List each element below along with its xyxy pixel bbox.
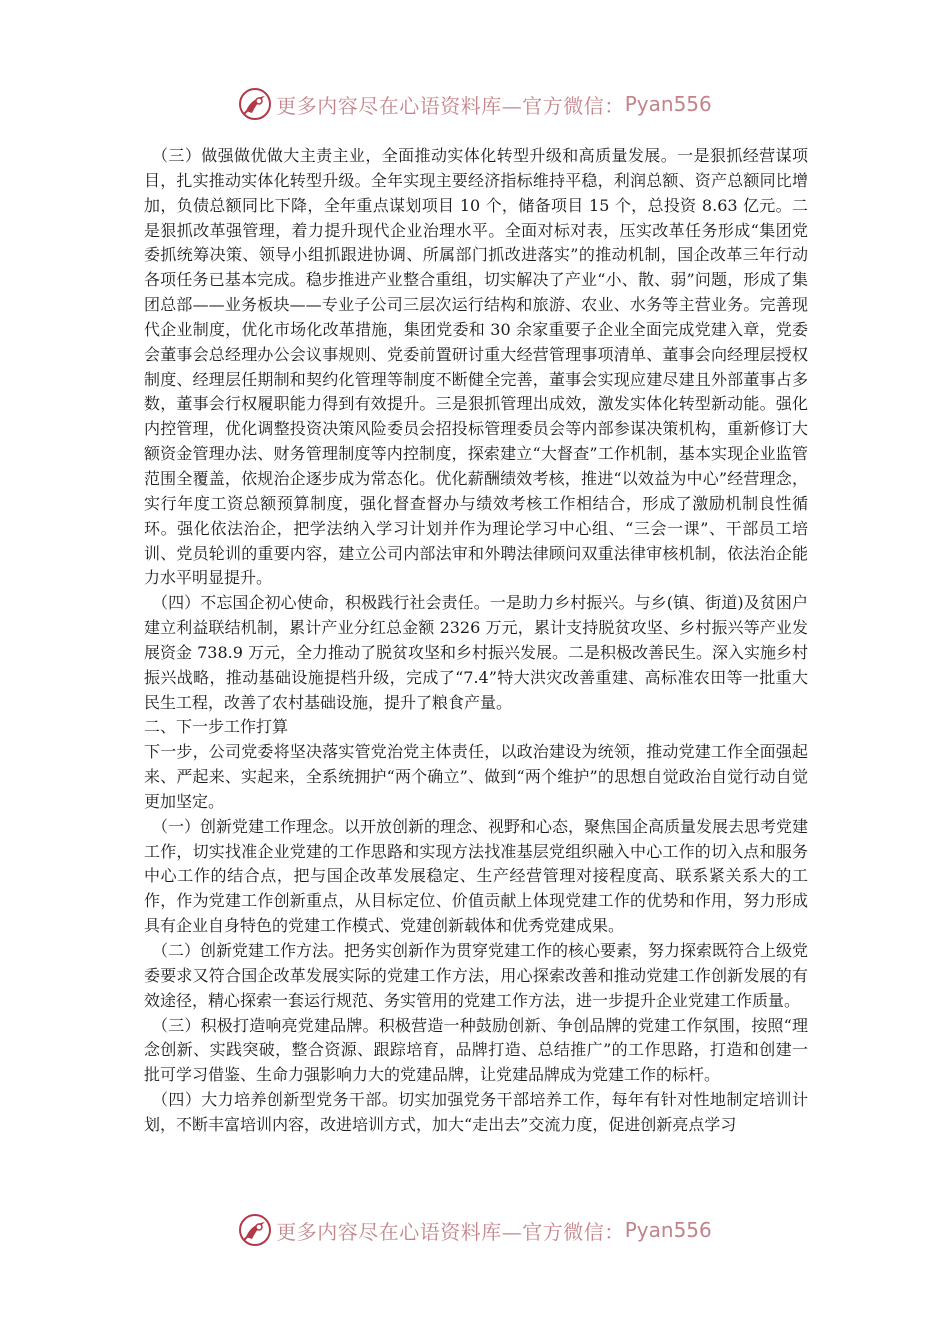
paragraph-social-responsibility: （四）不忘国企初心使命，积极践行社会责任。一是助力乡村振兴。与乡(镇、街道)及贫困户建立利益联结机制，累计产业分红总金额 2326 万元，累计支持脱贫攻坚、乡村振兴等产业发展资金 738.9 万元，全力推动了脱贫攻坚和乡村振兴发展。二是积极改善民生。深入实施乡村振兴战略，推动基础设施提档升级，完成了“7.4”特大洪灾改善重建、高标准农田等一批重大民生工程，改善了农村基础设施，提升了粮食产量。 bbox=[144, 593, 808, 712]
paragraph-plan-brand: （三）积极打造响亮党建品牌。积极营造一种鼓励创新、争创品牌的党建工作氛围，按照“理念创新、实践突破，整合资源、跟踪培育，品牌打造、总结推广”的工作思路，打造和创建一批可学习借鉴、生命力强影响力大的党建品牌，让党建品牌成为党建工作的标杆。 bbox=[144, 1015, 808, 1085]
watermark-header bbox=[0, 84, 950, 124]
paragraph-plan-concept: （一）创新党建工作理念。以开放创新的理念、视野和心态，聚焦国企高质量发展去思考党建工作，切实找准企业党建的工作思路和实现方法找准基层党组织融入中心工作的切入点和服务中心工作的结合点，把与国企改革发展稳定、生产经营管理对接程度高、联系紧关系大的工作，作为党建工作创新重点，从目标定位、价值贡献上体现党建工作的优势和作用，努力形成具有企业自身特色的党建工作模式、党建创新载体和优秀党建成果。 bbox=[144, 816, 809, 936]
watermark-footer bbox=[0, 1210, 950, 1250]
paragraph-plan-method: （二）创新党建工作方法。把务实创新作为贯穿党建工作的核心要素，努力探索既符合上级党委要求又符合国企改革发展实际的党建工作方法，用心探索改善和推动党建工作创新发展的有效途径，精心探索一套运行规范、务实管用的党建工作方法，进一步提升企业党建工作质量。 bbox=[144, 941, 809, 1010]
paragraph-reform-progress: （三）做强做优做大主责主业，全面推动实体化转型升级和高质量发展。一是狠抓经营谋项目，扎实推动实体化转型升级。全年实现主要经济指标维持平稳，利润总额、资产总额同比增加，负债总额同比下降，全年重点谋划项目 10 个，储备项目 15 个，总投资 8.63 亿元。二是狠抓改革强管理，着力提升现代企业治理水平。全面对标对表，压实改革任务形成“集团党委抓统筹决策、领导小组抓跟进协调、所属部门抓改进落实”的推动机制，国企改革三年行动各项任务已基本完成。稳步推进产业整合重组，切实解决了产业“小、散、弱”问题，形成了集团总部——业务板块——专业子公司三层次运行结构和旅游、农业、水务等主营业务。完善现代企业制度，优化市场化改革措施，集团党委和 30 余家重要子企业全面完成党建入章，党委会董事会总经理办公会议事规则、党委前置研讨重大经营管理事项清单、董事会向经理层授权制度、经理层任期制和契约化管理等制度不断健全完善，董事会实现应建尽建且外部董事占多数，董事会行权履职能力得到有效提升。三是狠抓管理出成效，激发实体化转型新动能。强化内控管理，优化调整投资决策风险委员会招投标管理委员会等内部参谋决策机构，重新修订大额资金管理办法、财务管理制度等内控制度，探索建立“大督查”工作机制，基本实现企业监管范围全覆盖，依规治企逐步成为常态化。优化薪酬绩效考核，推进“以效益为中心”经营理念，实行年度工资总额预算制度，强化督查督办与绩效考核工作相结合，形成了激励机制良性循环。强化依法治企，把学法纳入学习计划并作为理论学习中心组、“三会一课”、干部员工培训、党员轮训的重要内容，建立公司内部法审和外聘法律顾问双重法律审核机制，依法治企能力水平明显提升。 bbox=[144, 146, 808, 588]
mascot-logo-icon bbox=[238, 87, 272, 121]
section-heading-next-steps: 二、下一步工作打算 bbox=[144, 717, 289, 737]
paragraph-plan-cadre: （四）大力培养创新型党务干部。切实加强党务干部培养工作，每年有针对性地制定培训计划，不断丰富培训内容，改进培训方式，加大“走出去”交流力度，促进创新亮点学习 bbox=[144, 1090, 808, 1134]
document-body bbox=[144, 144, 808, 1138]
mascot-logo-icon bbox=[238, 1213, 272, 1247]
watermark-handle: Pyan556 bbox=[624, 92, 712, 116]
watermark-text: 更多内容尽在心语资料库—官方微信： bbox=[276, 1219, 625, 1244]
watermark-text: 更多内容尽在心语资料库—官方微信： bbox=[276, 93, 625, 118]
watermark-handle: Pyan556 bbox=[624, 1218, 712, 1242]
paragraph-next-steps-intro: 下一步，公司党委将坚决落实管党治党主体责任，以政治建设为统领，推动党建工作全面强起来、严起来、实起来，全系统拥护“两个确立”、做到“两个维护”的思想自觉政治自觉行动自觉更加坚定。 bbox=[144, 742, 808, 811]
